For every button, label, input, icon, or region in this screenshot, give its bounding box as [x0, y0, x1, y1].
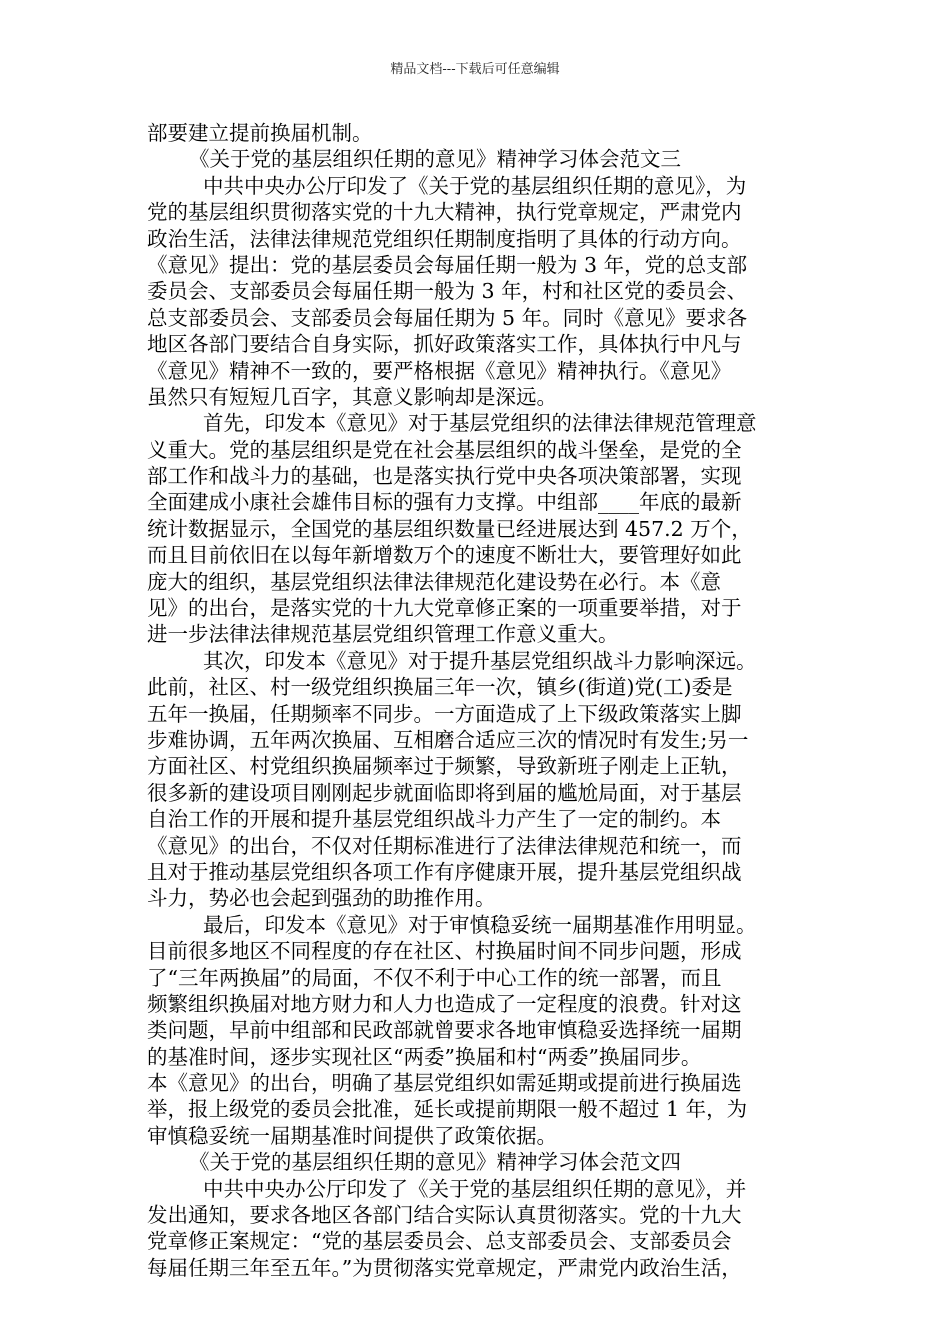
text-line: 很多新的建设项目刚刚起步就面临即将到届的尴尬局面，对于基层: [147, 780, 742, 805]
section-title: 《关于党的基层组织任期的意见》精神学习体会范文三: [189, 147, 681, 172]
text-line: 斗力，势必也会起到强劲的助推作用。: [147, 886, 496, 911]
text-line: 进一步法律法律规范基层党组织管理工作意义重大。: [147, 622, 619, 647]
text-line: 每届任期三年至五年。”为贯彻落实党章规定，严肃党内政治生活，: [147, 1255, 742, 1280]
page-header: 精品文档---下载后可任意编辑: [390, 62, 560, 77]
text-line: 《意见》提出：党的基层委员会每届任期一般为 3 年，党的总支部: [147, 252, 748, 277]
text-line: 总支部委员会、支部委员会每届任期为 5 年。同时《意见》要求各: [147, 305, 748, 330]
text-line: 中共中央办公厅印发了《关于党的基层组织任期的意见》，并: [203, 1176, 747, 1201]
text-line: 且对于推动基层党组织各项工作有序健康开展，提升基层党组织战: [147, 859, 742, 884]
text-line: 类问题，早前中组部和民政部就曾要求各地审慎稳妥选择统一届期: [147, 1018, 742, 1043]
text-line: 委员会、支部委员会每届任期一般为 3 年，村和社区党的委员会、: [147, 279, 748, 304]
text-line: 五年一换届，任期频率不同步。一方面造成了上下级政策落实上脚: [147, 701, 742, 726]
text-line: 统计数据显示，全国党的基层组织数量已经进展达到 457.2 万个，: [147, 516, 752, 541]
text-line: 发出通知，要求各地区各部门结合实际认真贯彻落实。党的十九大: [147, 1203, 742, 1228]
section-title: 《关于党的基层组织任期的意见》精神学习体会范文四: [189, 1150, 681, 1175]
text-line: 此前，社区、村一级党组织换届三年一次，镇乡(街道)党(工)委是: [147, 675, 733, 700]
text-line: 其次，印发本《意见》对于提升基层党组织战斗力影响深远。: [203, 648, 757, 673]
text-line: 全面建成小康社会雄伟目标的强有力支撑。中组部____年底的最新: [147, 490, 742, 515]
text-line: 党的基层组织贯彻落实党的十九大精神，执行党章规定，严肃党内: [147, 200, 742, 225]
text-line: 《意见》的出台，不仅对任期标准进行了法律法律规范和统一，而: [147, 833, 742, 858]
text-line: 最后，印发本《意见》对于审慎稳妥统一届期基准作用明显。: [203, 912, 757, 937]
text-line: 审慎稳妥统一届期基准时间提供了政策依据。: [147, 1123, 557, 1148]
text-line: 义重大。党的基层组织是党在社会基层组织的战斗堡垒，是党的全: [147, 437, 742, 462]
text-line: 首先，印发本《意见》对于基层党组织的法律法律规范管理意: [203, 411, 757, 436]
text-line: 了“三年两换届”的局面，不仅不利于中心工作的统一部署，而且: [147, 965, 722, 990]
text-line: 见》的出台，是落实党的十九大党章修正案的一项重要举措，对于: [147, 596, 742, 621]
text-line: 部工作和战斗力的基础，也是落实执行党中央各项决策部署，实现: [147, 464, 742, 489]
text-line: 《意见》精神不一致的，要严格根据《意见》精神执行。《意见》: [147, 358, 732, 383]
text-line: 政治生活，法律法律规范党组织任期制度指明了具体的行动方向。: [147, 226, 742, 251]
text-line: 目前很多地区不同程度的存在社区、村换届时间不同步问题，形成: [147, 939, 742, 964]
text-line: 中共中央办公厅印发了《关于党的基层组织任期的意见》，为: [203, 173, 747, 198]
text-line: 步难协调，五年两次换届、互相磨合适应三次的情况时有发生;另一: [147, 727, 749, 752]
text-line: 的基准时间，逐步实现社区“两委”换届和村“两委”换届同步。: [147, 1044, 702, 1069]
text-line: 部要建立提前换届机制。: [147, 121, 373, 145]
text-line: 方面社区、村党组织换届频率过于频繁，导致新班子刚走上正轨，: [147, 754, 742, 779]
text-line: 本《意见》的出台，明确了基层党组织如需延期或提前进行换届选: [147, 1071, 742, 1096]
text-line: 党章修正案规定：“党的基层委员会、总支部委员会、支部委员会: [147, 1229, 732, 1254]
text-line: 庞大的组织，基层党组织法律法律规范化建设势在必行。本《意: [147, 569, 721, 594]
text-line: 举，报上级党的委员会批准，延长或提前期限一般不超过 1 年，为: [147, 1097, 748, 1122]
text-line: 而且目前依旧在以每年新增数万个的速度不断壮大，要管理好如此: [147, 543, 742, 568]
text-line: 虽然只有短短几百字，其意义影响却是深远。: [147, 384, 557, 409]
document-body: [147, 120, 815, 1281]
text-line: 自治工作的开展和提升基层党组织战斗力产生了一定的制约。本: [147, 807, 721, 832]
text-line: 地区各部门要结合自身实际，抓好政策落实工作，具体执行中凡与: [147, 332, 742, 357]
text-line: 频繁组织换届对地方财力和人力也造成了一定程度的浪费。针对这: [147, 991, 742, 1016]
